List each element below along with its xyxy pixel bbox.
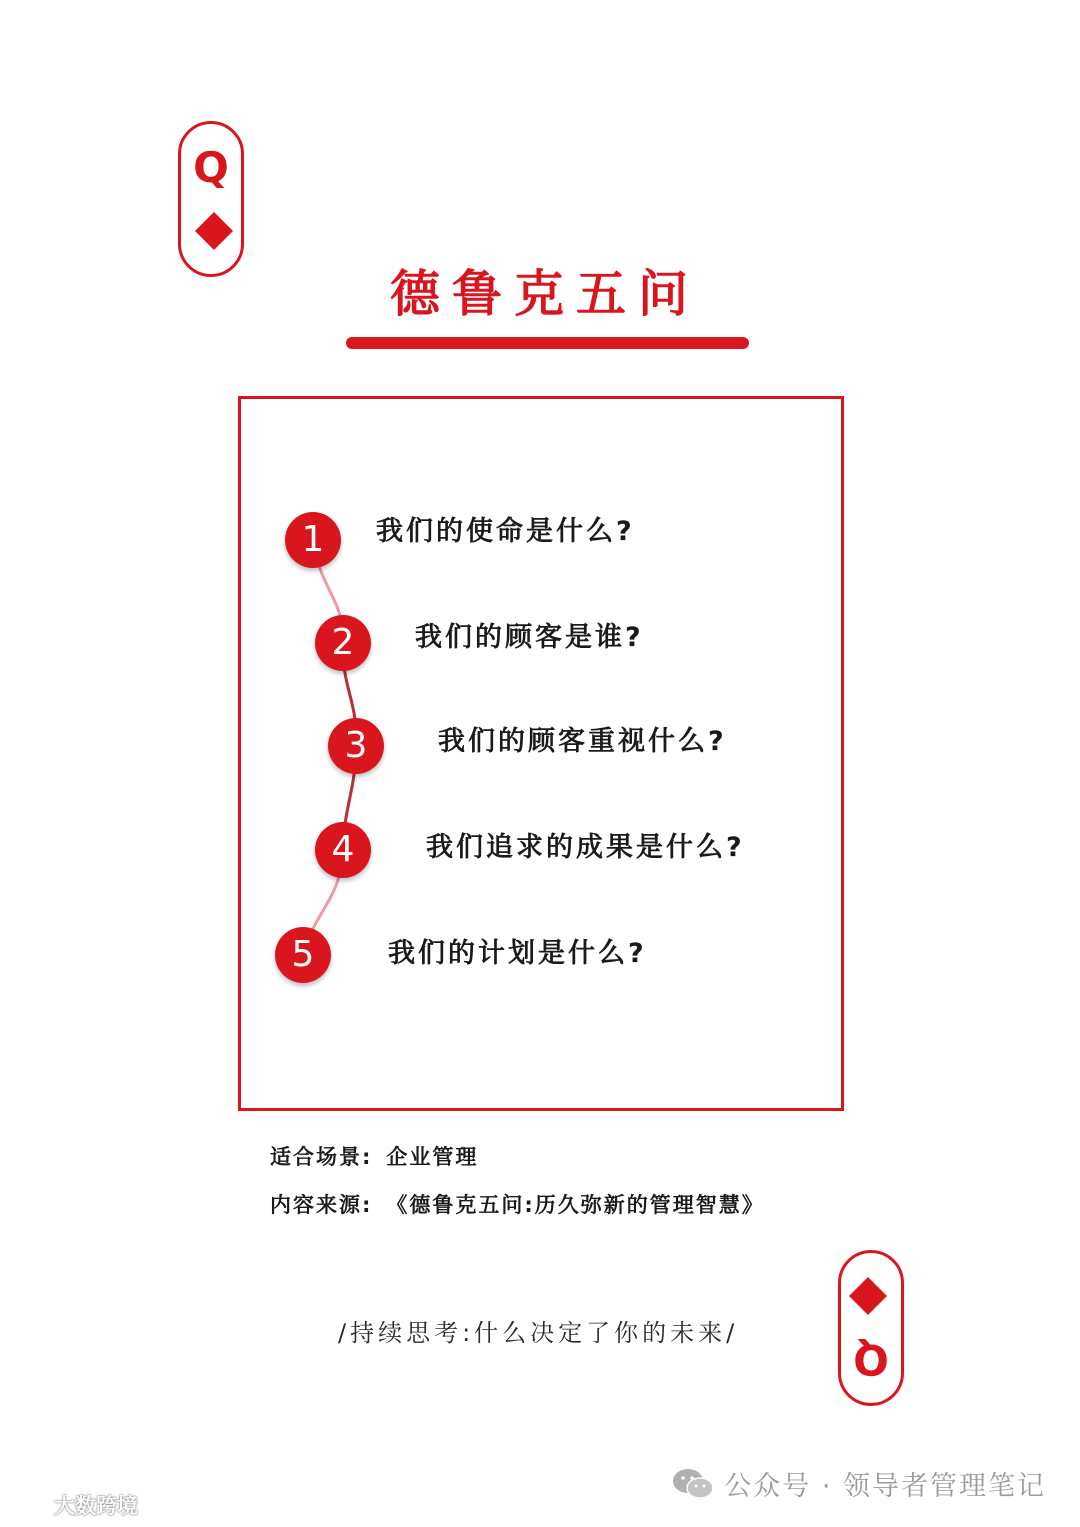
step-number-2: 2 bbox=[315, 615, 371, 671]
card-badge-bottom bbox=[838, 1250, 904, 1406]
wechat-icon bbox=[672, 1466, 714, 1502]
diamond-icon bbox=[849, 1277, 887, 1315]
step-number-4: 4 bbox=[315, 822, 371, 878]
source-label: 内容来源: bbox=[270, 1193, 373, 1217]
step-question-3: 我们的顾客重视什么? bbox=[438, 726, 727, 757]
slogan: /持续思考:什么决定了你的未来/ bbox=[338, 1319, 739, 1347]
site-watermark bbox=[6, 1490, 138, 1520]
step-question-2: 我们的顾客是谁? bbox=[415, 622, 644, 653]
step-question-1: 我们的使命是什么? bbox=[376, 516, 635, 547]
card-letter-top: Q bbox=[193, 143, 229, 192]
scene-label: 适合场景: bbox=[270, 1145, 373, 1169]
card-letter-bottom: Q bbox=[853, 1335, 889, 1384]
source-value: 《德鲁克五问:历久弥新的管理智慧》 bbox=[386, 1193, 765, 1217]
step-number-1: 1 bbox=[285, 512, 341, 568]
scene-value: 企业管理 bbox=[386, 1145, 479, 1169]
step-question-4: 我们追求的成果是什么? bbox=[426, 832, 745, 863]
wechat-watermark bbox=[672, 1464, 1046, 1503]
step-number-5: 5 bbox=[275, 927, 331, 983]
wechat-watermark-text: 公众号 · 领导者管理笔记 bbox=[724, 1471, 1046, 1502]
page-title: 德鲁克五问 bbox=[390, 265, 700, 323]
source-row bbox=[270, 1190, 765, 1220]
scene-row bbox=[270, 1142, 478, 1172]
site-watermark-text: 大数跨境 bbox=[54, 1494, 138, 1518]
logo-icon bbox=[6, 1493, 50, 1517]
step-question-5: 我们的计划是什么? bbox=[388, 938, 647, 969]
step-number-3: 3 bbox=[328, 718, 384, 774]
